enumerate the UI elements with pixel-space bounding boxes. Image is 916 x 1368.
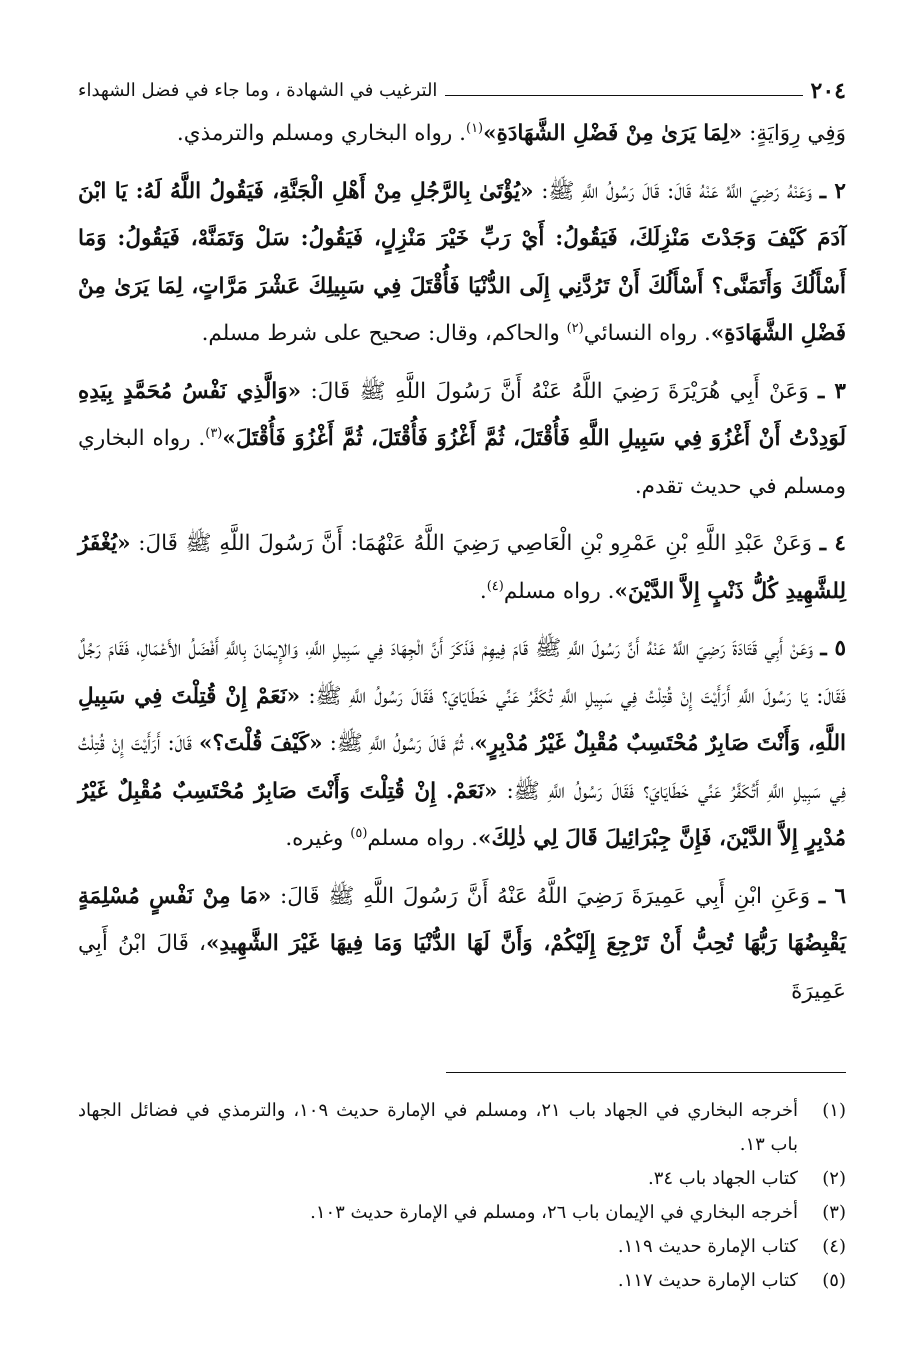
hadith-paragraph [78, 368, 846, 511]
text-segment: . رواه مسلم [503, 578, 615, 604]
footnote-mark: (٣) [822, 1202, 846, 1223]
hadith-number: ٥ ـ [820, 636, 846, 661]
prophetic-quote: «لِمَا يَرَىٰ مِنْ فَضْلِ الشَّهَادَةِ» [483, 121, 743, 146]
text-segment: وَعَنِ ابْنِ أَبِي عَمِيرَةَ رَضِيَ اللَّهُ عَنْهُ أَنَّ رَسُولَ اللَّهِ ﷺ قَالَ: [271, 883, 819, 909]
prophetic-quote: «مَا مِنْ نَفْسٍ مُسْلِمَةٍ يَقْبِضُهَا رَبُّهَا تُحِبُّ أَنْ تَرْجِعَ إِلَيْكُمْ، وَأَنَّ لَهَا الدُّنْيَا وَمَا فِيهَا غَيْرَ الشَّهِيدِ» [78, 883, 847, 956]
footnote-text: كتاب الإمارة حديث ١١٩. [617, 1236, 798, 1257]
text-segment: وَعَنْ أَبِي قَتَادَةَ رَضِيَ اللَّهُ عَنْهُ أَنَّ رَسُولَ اللَّهِ ﷺ قَامَ فِيهِمْ فَذَكَرَ أَنَّ الْجِهَادَ فِي سَبِيلِ اللَّهِ، وَالإِيمَانَ بِاللَّهِ أَفْضَلُ الأَعْمَالِ، فَقَامَ رَجُلٌ فَقَالَ: يَا رَسُولَ اللَّهِ أَرَأَيْتَ إِنْ قُتِلْتُ فِي سَبِيلِ اللَّهِ تُكَفَّرُ عَنِّي خَطَايَايَ؟ فَقَالَ رَسُولُ اللَّهِ ﷺ: [78, 636, 846, 709]
footnote-mark: (١) [822, 1100, 846, 1121]
footnote-item [78, 1230, 846, 1264]
footnote-ref: (١) [465, 120, 484, 136]
footnote-ref: (٤) [486, 578, 504, 594]
text-segment: . رواه النسائي [583, 321, 711, 346]
prophetic-quote: «كَيْفَ قُلْتَ؟» [199, 731, 323, 756]
footnote-ref: (٣) [205, 425, 223, 441]
hadith-paragraph [78, 625, 846, 863]
text-segment: ، ثُمَّ قَالَ رَسُولُ اللَّهِ ﷺ: [322, 731, 475, 756]
text-segment: وغيره. [285, 826, 351, 851]
footnote-mark: (٢) [822, 1168, 846, 1189]
hadith-paragraph [78, 168, 846, 358]
footnote-text: كتاب الإمارة حديث ١١٧. [617, 1270, 798, 1291]
hadith-paragraph [78, 520, 846, 615]
footnote-item [78, 1094, 846, 1162]
hadith-number: ٢ ـ [819, 178, 846, 204]
footnote-mark: (٤) [822, 1236, 846, 1257]
hadith-number: ٦ ـ [818, 883, 846, 909]
running-title: الترغيب في الشهادة ، وما جاء في فضل الشهداء [78, 80, 438, 101]
book-page [78, 72, 846, 1332]
prophetic-quote: «نَعَمْ. إِنْ قُتِلْتَ وَأَنْتَ صَابِرٌ مُحْتَسِبٌ مُقْبِلٌ غَيْرُ مُدْبِرٍ إِلاَّ الدَّيْنَ، فَإِنَّ جِبْرَائِيلَ قَالَ لِي ذٰلِكَ» [78, 778, 846, 851]
text-segment: . رواه البخاري ومسلم والترمذي. [176, 121, 466, 146]
footnote-item [78, 1196, 846, 1230]
footnote-text: أخرجه البخاري في الجهاد باب ٢١، ومسلم في الإمارة حديث ١٠٩، والترمذي في فضائل الجهاد باب ١٣. [78, 1100, 798, 1155]
footnote-separator [446, 1072, 846, 1073]
text-segment: . رواه مسلم [367, 826, 479, 851]
hadith-paragraph [78, 110, 846, 158]
text-segment: والحاكم، وقال: صحيح على شرط مسلم. [201, 321, 567, 346]
footnote-text: أخرجه البخاري في الإيمان باب ٢٦، ومسلم في الإمارة حديث ١٠٣. [310, 1202, 798, 1223]
header-rule [445, 95, 802, 96]
footnote-item [78, 1162, 846, 1196]
text-segment: وَعَنْ أَبِي هُرَيْرَةَ رَضِيَ اللَّهُ عَنْهُ أَنَّ رَسُولَ اللَّهِ ﷺ قَالَ: [301, 378, 819, 404]
prophetic-quote: «نَعَمْ إِنْ قُتِلْتَ فِي سَبِيلِ اللَّهِ، وَأَنْتَ صَابِرٌ مُحْتَسِبٌ مُقْبِلٌ غَيْرُ مُدْبِرٍ» [78, 683, 846, 756]
text-segment: . رواه البخاري ومسلم في حديث تقدم. [78, 426, 846, 499]
page-header [78, 72, 846, 102]
text-segment: ، قَالَ ابْنُ أَبِي عَمِيرَةَ [78, 931, 846, 1004]
prophetic-quote: «يُؤْتَىٰ بِالرَّجُلِ مِنْ أَهْلِ الْجَنَّةِ، فَيَقُولُ اللَّهُ لَهُ: يَا ابْنَ آدَمَ كَيْفَ وَجَدْتَ مَنْزِلَكَ، فَيَقُولُ: أَيْ رَبِّ خَيْرَ مَنْزِلٍ، فَيَقُولُ: سَلْ وَتَمَنَّهْ، فَيَقُولُ: وَمَا أَسْأَلُكَ وَأَتَمَنَّى؟ أَسْأَلُكَ أَنْ تَرُدَّنِي إِلَى الدُّنْيَا فَأُقْتَلَ فِي سَبِيلِكَ عَشْرَ مَرَّاتٍ، لِمَا يَرَىٰ مِنْ فَضْلِ الشَّهَادَةِ» [78, 178, 846, 346]
text-segment: وَفِي رِوَايَةٍ: [742, 121, 846, 146]
body-text [78, 110, 846, 1015]
text-segment: وَعَنْهُ رَضِيَ اللَّهُ عَنْهُ قَالَ: قَالَ رَسُولُ اللَّهِ ﷺ: [533, 178, 820, 204]
hadith-number: ٣ ـ [818, 378, 846, 404]
footnote-mark: (٥) [822, 1270, 846, 1291]
footnote-ref: (٢) [566, 320, 584, 336]
hadith-number: ٤ ـ [819, 531, 846, 556]
page-number: ٢٠٤ [810, 78, 846, 104]
prophetic-quote: «وَالَّذِي نَفْسُ مُحَمَّدٍ بِيَدِهِ لَوَدِدْتُ أَنْ أَغْزُوَ فِي سَبِيلِ اللَّهِ فَأُقْتَلَ، ثُمَّ أَغْزُوَ فَأُقْتَلَ، ثُمَّ أَغْزُوَ فَأُقْتَلَ» [78, 378, 846, 451]
footnote-ref: (٥) [350, 825, 368, 841]
footnote-text: كتاب الجهاد باب ٣٤. [647, 1168, 798, 1189]
text-segment: . [479, 578, 487, 604]
footnote-item [78, 1264, 846, 1298]
prophetic-quote: «يُغْفَرُ لِلشَّهِيدِ كُلُّ ذَنْبٍ إِلاَّ الدَّيْنَ» [78, 531, 846, 604]
footnotes [78, 1094, 846, 1298]
text-segment: وَعَنْ عَبْدِ اللَّهِ بْنِ عَمْرِو بْنِ الْعَاصِي رَضِيَ اللَّهُ عَنْهُمَا: أَنَّ رَسُولَ اللَّهِ ﷺ قَالَ: [130, 531, 820, 556]
hadith-paragraph [78, 873, 846, 1016]
text-segment: قَالَ: أَرَأَيْتَ إِنْ قُتِلْتُ فِي سَبِيلِ اللَّهِ أَتُكَفَّرُ عَنِّي خَطَايَايَ؟ فَقَالَ رَسُولُ اللَّهِ ﷺ: [78, 731, 846, 804]
